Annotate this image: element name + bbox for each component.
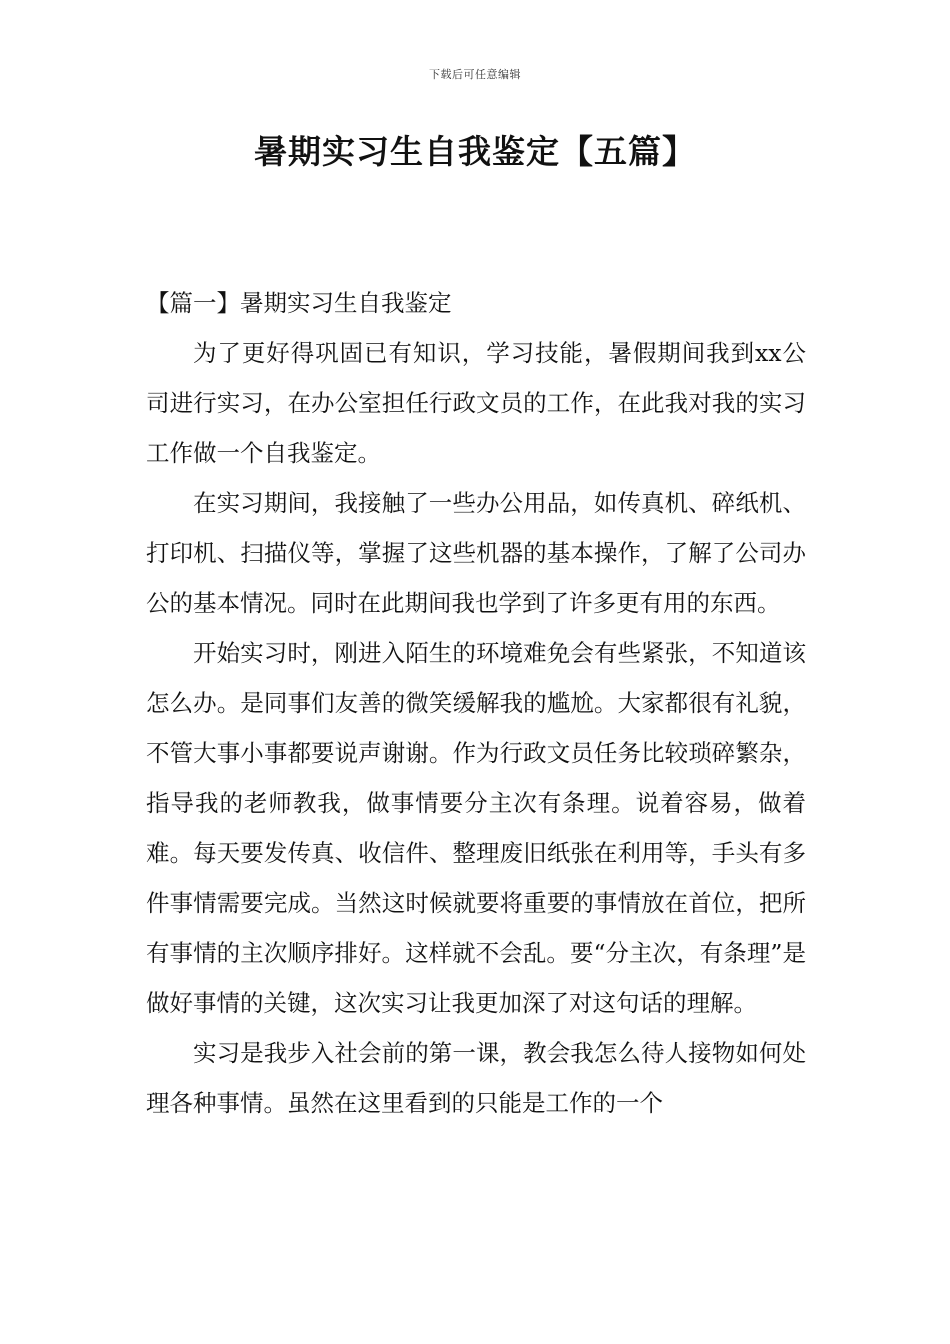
section-heading: 【篇一】暑期实习生自我鉴定 [146, 289, 452, 317]
header-note: 下载后可任意编辑 [429, 68, 521, 81]
document-title: 暑期实习生自我鉴定【五篇】 [254, 132, 696, 171]
paragraph-4: 实习是我步入社会前的第一课，教会我怎么待人接物如何处理各种事情。虽然在这里看到的只能是工作的一个 [146, 1039, 806, 1117]
paragraph-2: 在实习期间，我接触了一些办公用品，如传真机、碎纸机、打印机、扫描仪等，掌握了这些机器的基本操作，了解了公司办公的基本情况。同时在此期间我也学到了许多更有用的东西。 [146, 489, 806, 617]
paragraph-1: 为了更好得巩固已有知识，学习技能，暑假期间我到xx公司进行实习，在办公室担任行政文员的工作，在此我对我的实习工作做一个自我鉴定。 [146, 339, 806, 467]
document-body [146, 278, 806, 1128]
paragraph-3: 开始实习时，刚进入陌生的环境难免会有些紧张，不知道该怎么办。是同事们友善的微笑缓解我的尴尬。大家都很有礼貌，不管大事小事都要说声谢谢。作为行政文员任务比较琐碎繁杂，指导我的老师教我，做事情要分主次有条理。说着容易，做着难。每天要发传真、收信件、整理废旧纸张在利用等，手头有多件事情需要完成。当然这时候就要将重要的事情放在首位，把所有事情的主次顺序排好。这样就不会乱。要“分主次，有条理”是做好事情的关键，这次实习让我更加深了对这句话的理解。 [146, 639, 806, 1017]
